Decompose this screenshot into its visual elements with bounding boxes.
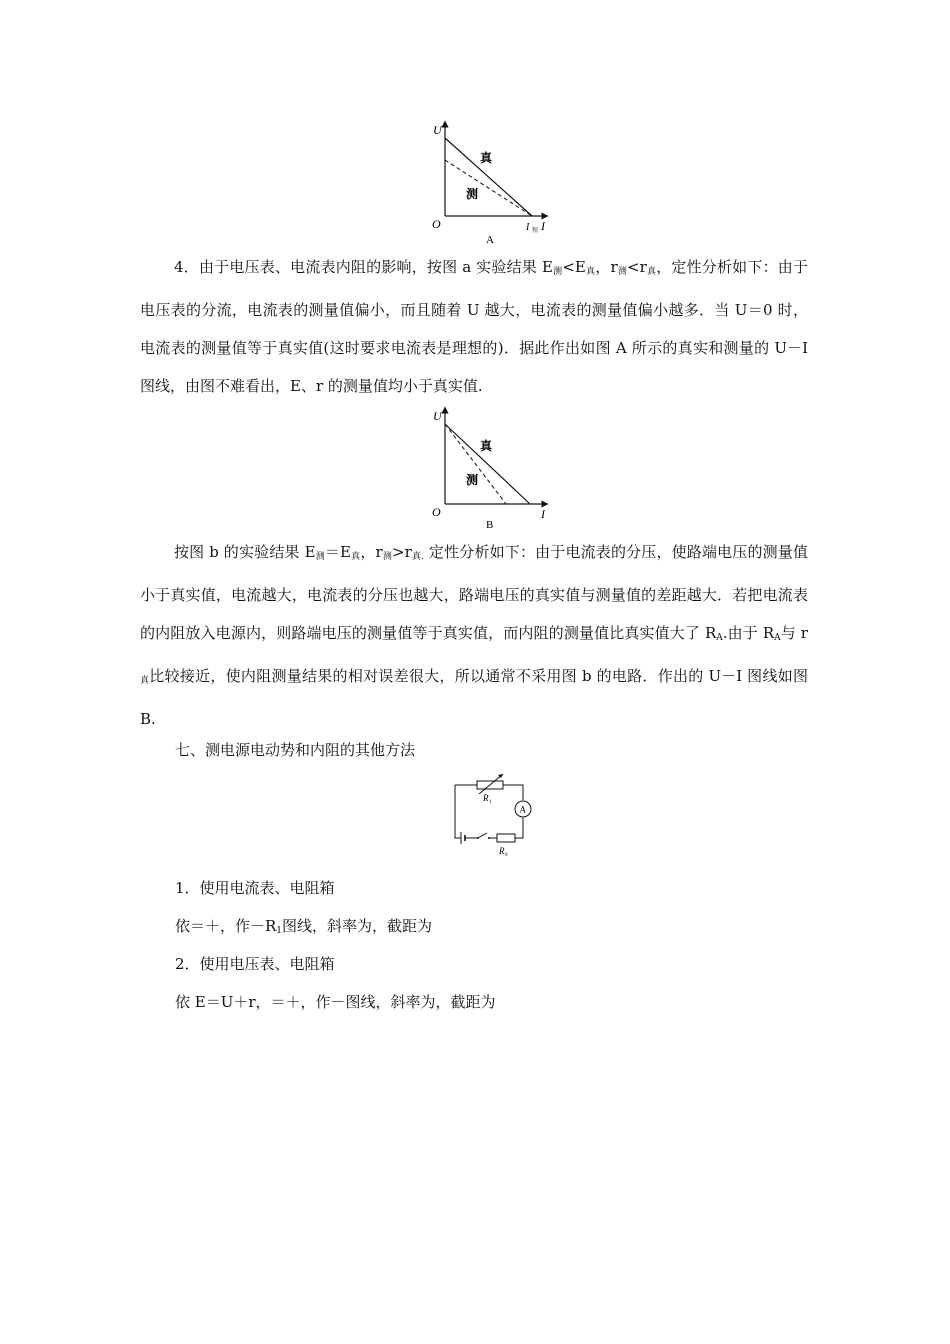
method-2-title: 2．使用电压表、电阻箱 — [175, 955, 335, 973]
paragraph-4 — [140, 248, 808, 405]
subscript: A — [774, 633, 781, 643]
subscript: 测 — [552, 267, 563, 277]
method-1-formula — [175, 914, 432, 943]
text-run: 4．由于电压表、电流表内阻的影响，按图 a 实验结果 E — [174, 258, 553, 276]
figure-b-measured-label: 测 — [466, 473, 479, 487]
text-run: 比较接近，使内阻测量结果的相对误差很大，所以通常不采用图 b 的电路．作出的 U－I 图线如图 B. — [140, 667, 808, 728]
text-run: 与 r — [780, 624, 808, 642]
text-run: 依＝＋，作－R — [175, 917, 277, 935]
subscript: 测 — [315, 552, 325, 562]
text-run: <r — [627, 258, 647, 276]
figure-b-caption: B — [486, 519, 494, 531]
text-run: ＝E — [324, 543, 352, 561]
figure-b-i-label: I — [541, 507, 545, 521]
switch-blade — [478, 833, 487, 838]
method-2-formula: 依 E＝U＋r，＝＋，作－图线，斜率为，截距为 — [175, 993, 496, 1011]
method-1-title: 1．使用电流表、电阻箱 — [175, 879, 335, 897]
subscript: 1 — [276, 926, 283, 936]
subscript: 真. — [411, 552, 424, 562]
figure-a-intercept-label: I — [526, 222, 530, 233]
figure-b-true-label: 真 — [480, 439, 493, 453]
subscript: A — [716, 633, 723, 643]
figure-a-i-label: I — [541, 219, 545, 233]
text-run: 定性分析如下：由于电流表的分压，使路端电压的测量值小于真实值，电流越大，电流表的分压也越大，路端电压的真实值与测量值的差距越大．若把电流表的内阻放入电源内，则路端电压的测量值等于真实值，而内阻的测量值比真实值大了 R — [140, 543, 808, 642]
figure-a-ui-graph — [420, 118, 560, 248]
figure-b-origin-label: O — [432, 505, 441, 519]
figure-a-measured-line — [445, 160, 532, 216]
text-run: 按图 b 的实验结果 E — [174, 543, 316, 561]
subscript: 真 — [351, 552, 361, 562]
resistor-r1-sub: 1 — [489, 800, 492, 805]
resistor-r0 — [497, 834, 515, 842]
text-run: <E — [562, 258, 586, 276]
text-run: ，r — [595, 258, 618, 276]
figure-b-true-line — [445, 424, 530, 504]
text-run: ，r — [360, 543, 383, 561]
subscript: 真 — [646, 267, 657, 277]
resistor-r0-label: R — [499, 846, 505, 856]
figure-a-intercept-sub: 短 — [532, 228, 539, 234]
text-run: >r — [392, 543, 412, 561]
figure-b-ui-graph — [420, 404, 560, 532]
resistor-r0-sub: 0 — [505, 853, 508, 858]
text-run: 图线，斜率为，截距为 — [282, 917, 433, 935]
subscript: 测 — [382, 552, 393, 562]
resistor-r1-label: R — [483, 793, 489, 803]
paragraph-b — [140, 533, 808, 738]
figure-b-measured-line — [445, 424, 506, 504]
figure-a-caption: A — [486, 234, 494, 246]
text-run: ，定性分析如下：由于电压表的分流，电流表的测量值偏小，而且随着 U 越大，电流表的测量值偏小越多．当 U＝0 时，电流表的测量值等于真实值(这时要求电流表是理想的)．据此作出如图 A 所示的真实和测量的 U－I 图线，由图不难看出，E、r 的测量值均小于真实值. — [140, 258, 808, 395]
circuit-wire-right — [515, 818, 523, 838]
figure-a-u-label: U — [433, 123, 442, 137]
section-7-heading: 七、测电源电动势和内阻的其他方法 — [175, 741, 416, 759]
subscript: 真 — [585, 267, 596, 277]
figure-a-true-label: 真 — [480, 151, 493, 165]
subscript: 真 — [140, 676, 150, 686]
figure-a-origin-label: O — [432, 217, 441, 231]
circuit-diagram — [445, 772, 545, 860]
circuit-wire-left — [455, 785, 461, 838]
subscript: 测 — [617, 267, 628, 277]
text-run: .由于 R — [722, 624, 775, 642]
ammeter-label: A — [519, 804, 526, 815]
circuit-wire-top-right — [503, 785, 523, 800]
figure-a-measured-label: 测 — [466, 187, 479, 201]
figure-a-true-line — [445, 138, 532, 216]
figure-b-u-label: U — [433, 409, 442, 423]
